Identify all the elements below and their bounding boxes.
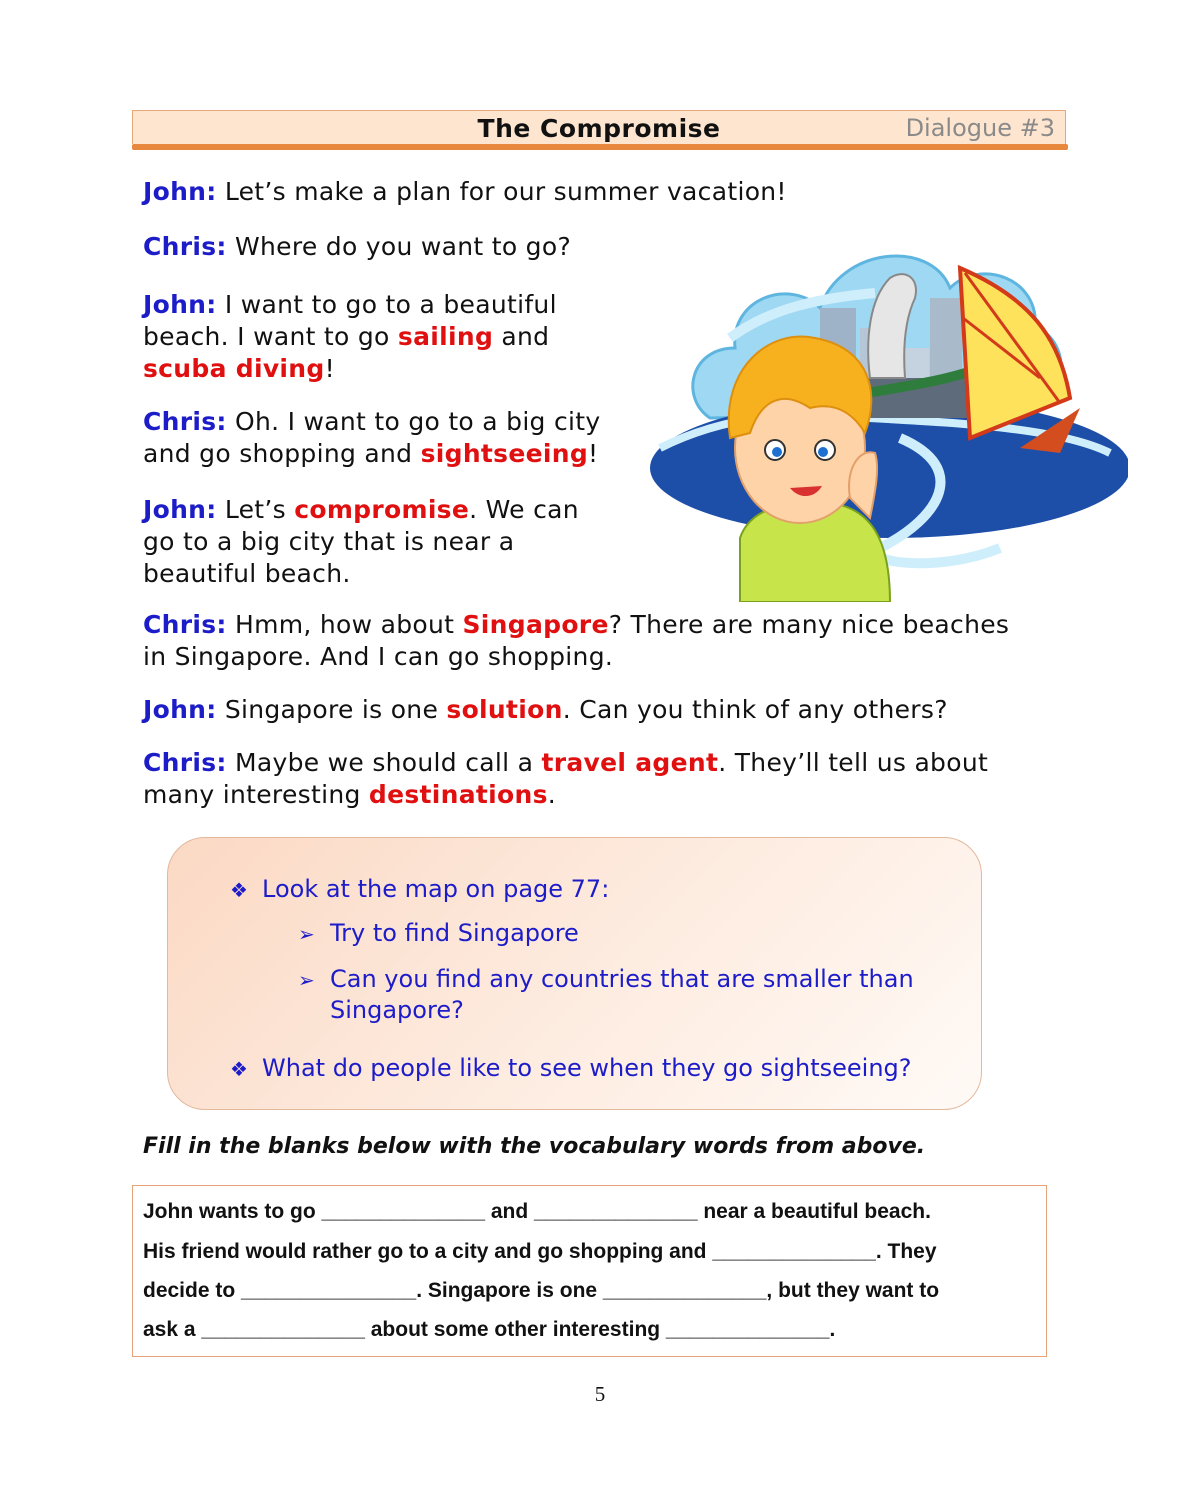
discussion-question-2: [230, 1053, 912, 1084]
question-text: Look at the map on page 77:: [262, 875, 610, 903]
dialogue-text: Singapore is one: [216, 695, 447, 724]
vocab-travel-agent: travel agent: [541, 748, 719, 777]
dialogue-line-6: [143, 609, 1009, 673]
discussion-question-1: [230, 874, 609, 905]
dialogue-line-5: [143, 494, 579, 590]
dialogue-line-2: [143, 231, 571, 263]
vocab-destinations: destinations: [368, 780, 548, 809]
dialogue-text: Hmm, how about: [226, 610, 463, 639]
dialogue-line-1: [143, 176, 787, 208]
speaker-john: John:: [143, 495, 217, 524]
fill-line-2: His friend would rather go to a city and go shopping and ______________. They: [143, 1240, 937, 1263]
dialogue-text: in Singapore. And I can go shopping.: [143, 642, 614, 671]
dialogue-text: ? There are many nice beaches: [608, 610, 1010, 639]
page-title: The Compromise: [477, 114, 721, 143]
discussion-box: [167, 837, 982, 1110]
page-number: 5: [594, 1382, 606, 1406]
vocab-sailing: sailing: [397, 322, 494, 351]
speaker-john: John:: [143, 177, 217, 206]
dialogue-text: . Can you think of any others?: [562, 695, 948, 724]
speaker-chris: Chris:: [143, 407, 227, 436]
question-text: What do people like to see when they go sightseeing?: [262, 1054, 912, 1082]
vocab-singapore: Singapore: [462, 610, 609, 639]
dialogue-text: Where do you want to go?: [226, 232, 572, 261]
dialogue-text: beautiful beach.: [143, 559, 351, 588]
question-text: Singapore?: [330, 996, 464, 1024]
dialogue-text: and: [493, 322, 550, 351]
vocab-solution: solution: [446, 695, 563, 724]
dialogue-line-4: [143, 406, 600, 470]
fill-line-4: ask a ______________ about some other interesting ______________.: [143, 1318, 836, 1341]
discussion-subquestion-1b: [298, 964, 914, 1025]
singapore-vacation-illustration: [640, 218, 1128, 602]
vocab-scuba-diving: scuba diving: [143, 354, 325, 383]
arrow-bullet-icon: ➢: [298, 922, 315, 946]
boy-character: [729, 336, 890, 602]
vocab-compromise: compromise: [294, 495, 470, 524]
dialogue-text: Let’s make a plan for our summer vacation!: [216, 177, 787, 206]
dialogue-number: Dialogue #3: [905, 114, 1055, 142]
speaker-chris: Chris:: [143, 610, 227, 639]
diamond-bullet-icon: ❖: [230, 878, 248, 902]
title-underline: [132, 144, 1068, 150]
dialogue-text: . They’ll tell us about: [718, 748, 989, 777]
speaker-chris: Chris:: [143, 748, 227, 777]
dialogue-text: Oh. I want to go to a big city: [226, 407, 601, 436]
dialogue-text: . We can: [469, 495, 579, 524]
dialogue-text: Maybe we should call a: [226, 748, 542, 777]
dialogue-text: !: [324, 354, 335, 383]
dialogue-text: beach. I want to go: [143, 322, 398, 351]
dialogue-text: I want to go to a beautiful: [216, 290, 557, 319]
dialogue-line-3: [143, 289, 557, 385]
dialogue-line-7: [143, 694, 948, 726]
diamond-bullet-icon: ❖: [230, 1057, 248, 1081]
dialogue-text: .: [547, 780, 557, 809]
question-text: Try to find Singapore: [330, 919, 579, 947]
discussion-subquestion-1a: [298, 918, 579, 949]
title-bar: [132, 110, 1066, 144]
dialogue-text: !: [588, 439, 599, 468]
speaker-chris: Chris:: [143, 232, 227, 261]
dialogue-text: and go shopping and: [143, 439, 421, 468]
ocean-shape: [650, 398, 1128, 563]
fill-line-1: John wants to go ______________ and ______________ near a beautiful beach.: [143, 1200, 931, 1223]
speaker-john: John:: [143, 695, 217, 724]
arrow-bullet-icon: ➢: [298, 968, 315, 992]
dialogue-text: Let’s: [216, 495, 295, 524]
vocab-sightseeing: sightseeing: [420, 439, 589, 468]
dialogue-text: many interesting: [143, 780, 369, 809]
dialogue-text: go to a big city that is near a: [143, 527, 515, 556]
fill-line-3: decide to _______________. Singapore is one ______________, but they want to: [143, 1279, 940, 1302]
exercise-instruction: Fill in the blanks below with the vocabulary words from above.: [143, 1134, 926, 1159]
question-text: Can you find any countries that are smaller than: [330, 965, 914, 993]
speaker-john: John:: [143, 290, 217, 319]
dialogue-line-8: [143, 747, 988, 811]
